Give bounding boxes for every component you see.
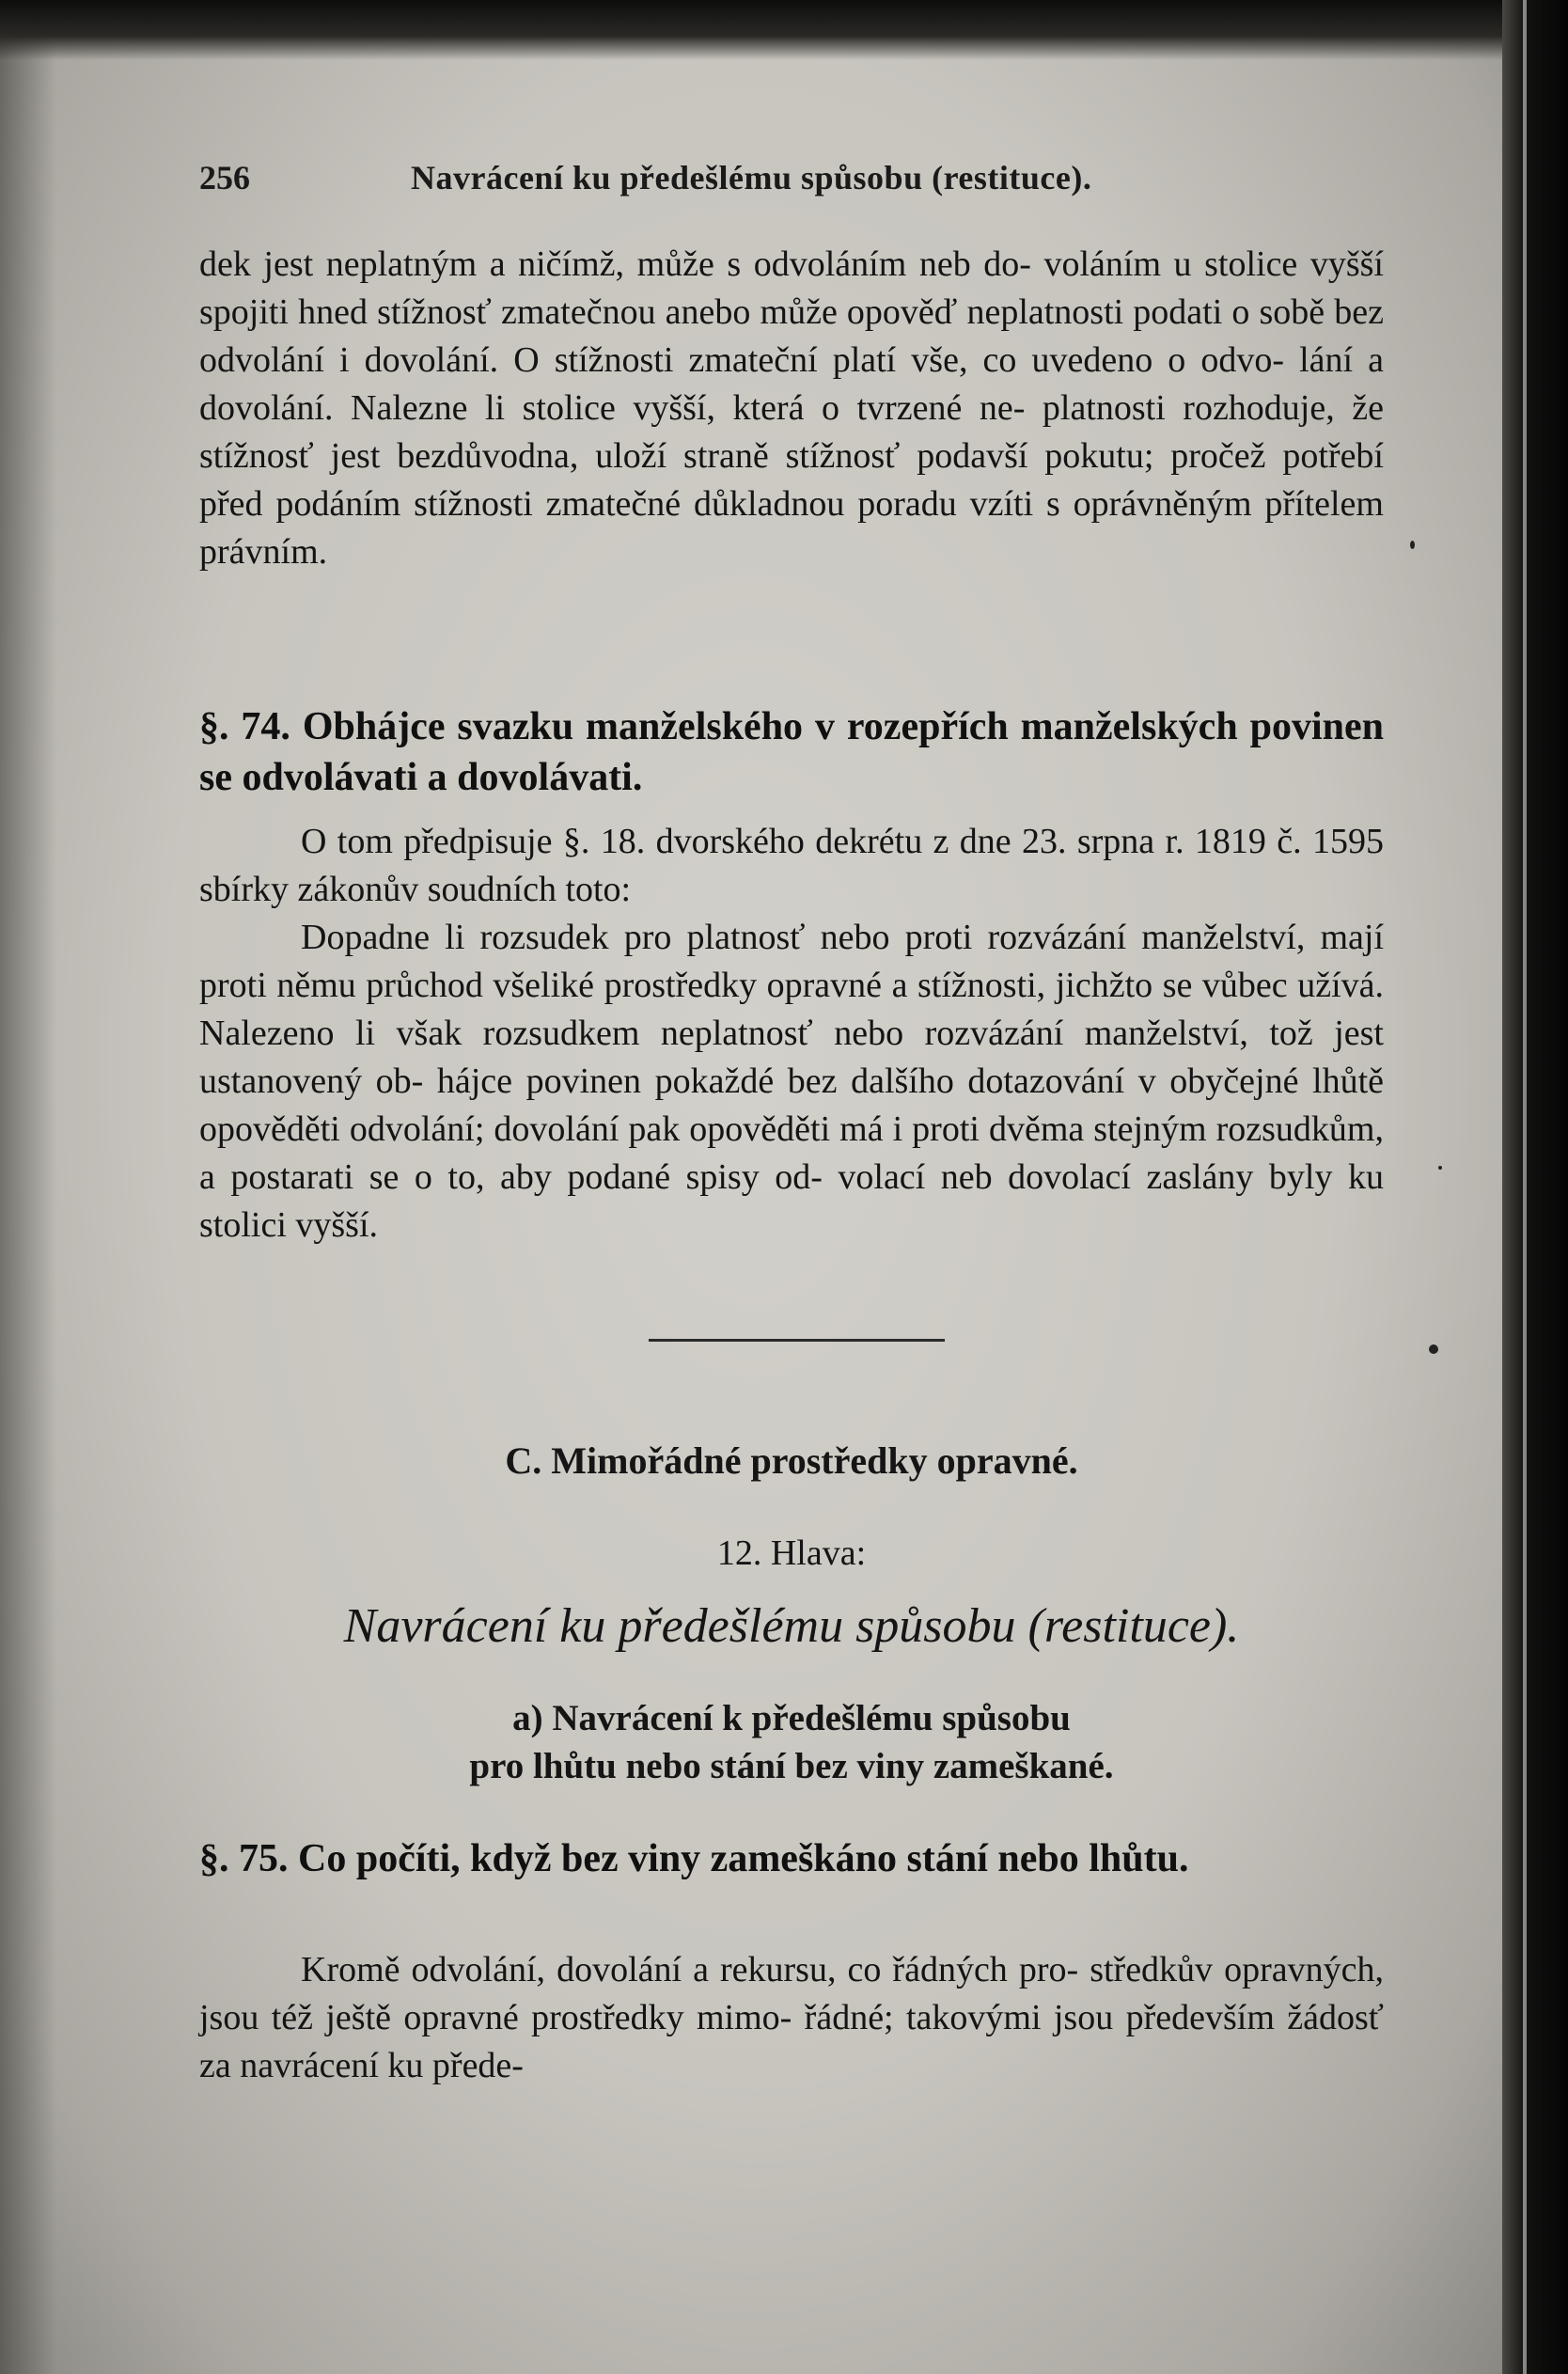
scan-shadow-top [0, 0, 1568, 60]
scan-speck [1410, 541, 1415, 549]
intro-block [199, 241, 1384, 576]
section-75-heading: §. 75. Co počíti, když bez viny zameškáno stání nebo lhůtu. [199, 1837, 1189, 1880]
section-75-body [199, 1946, 1384, 2090]
intro-paragraph: dek jest neplatným a ničímž, může s odvoláním neb do- voláním u stolice vyšší spojiti hned stížnosť zmatečnou anebo může opověď neplatnosti podati o sobě bez odvolání i dovolání. O stížnosti zmateční platí vše, co uvedeno o odvo- lání a dovolání. Nalezne li stolice vyšší, která o tvrzené ne- platnosti rozhoduje, že stížnosť jest bezdůvodna, uloží straně stížnosť podavší pokutu; pročež potřebí před podáním stížnosti zmatečné důkladnou poradu vzíti s oprávněným přítelem právním. [199, 244, 1384, 572]
horizontal-rule [649, 1339, 945, 1342]
section-74-paragraph-2: Dopadne li rozsudek pro platnosť nebo proti rozvázání manželství, mají proti němu průchod všeliké prostředky opravné a stížnosti, jichžto se vůbec užívá. Nalezeno li však rozsudkem neplatnosť nebo rozvázání manželství, tož jest ustanovený ob- hájce povinen pokaždé bez dalšího dotazování v obyčejné lhůtě opověděti odvolání; dovolání pak opověděti má i proti dvěma stejným rozsudkům, a postarati se o to, aby podané spisy od- volací neb dovolací zaslány byly ku stolici vyšší. [199, 918, 1384, 1245]
chapter-title: Navrácení ku předešlému spůsobu (restituce). [343, 1599, 1240, 1653]
page-number: 256 [199, 159, 250, 197]
scan-speck [1429, 1344, 1438, 1354]
scan-binding-edge [1502, 0, 1568, 2374]
running-header [199, 158, 1384, 205]
subsection-title-line-1: a) Navrácení k předešlému spůsobu [512, 1698, 1071, 1738]
chapter-number: 12. Hlava: [716, 1533, 867, 1573]
subsection-title-line-2: pro lhůtu nebo stání bez viny zameškané. [469, 1746, 1114, 1786]
part-c-title: C. Mimořádné prostředky opravné. [505, 1439, 1078, 1482]
section-75-paragraph: Kromě odvolání, dovolání a rekursu, co řádných pro- středkův opravných, jsou též ještě opravné prostředky mimo- řádné; takovými jsou především žádosť za navrácení ku přede- [199, 1950, 1384, 2085]
running-title: Navrácení ku předešlému spůsobu (restituce). [411, 159, 1092, 197]
scan-speck [1438, 1166, 1442, 1170]
section-74-body [199, 818, 1384, 1250]
section-74-heading: §. 74. Obhájce svazku manželského v rozepřích manželských povinen se odvolávati a dovolávati. [199, 705, 1384, 799]
section-74-paragraph-1: O tom předpisuje §. 18. dvorského dekrétu z dne 23. srpna r. 1819 č. 1595 sbírky zákonův soudních toto: [199, 822, 1384, 909]
